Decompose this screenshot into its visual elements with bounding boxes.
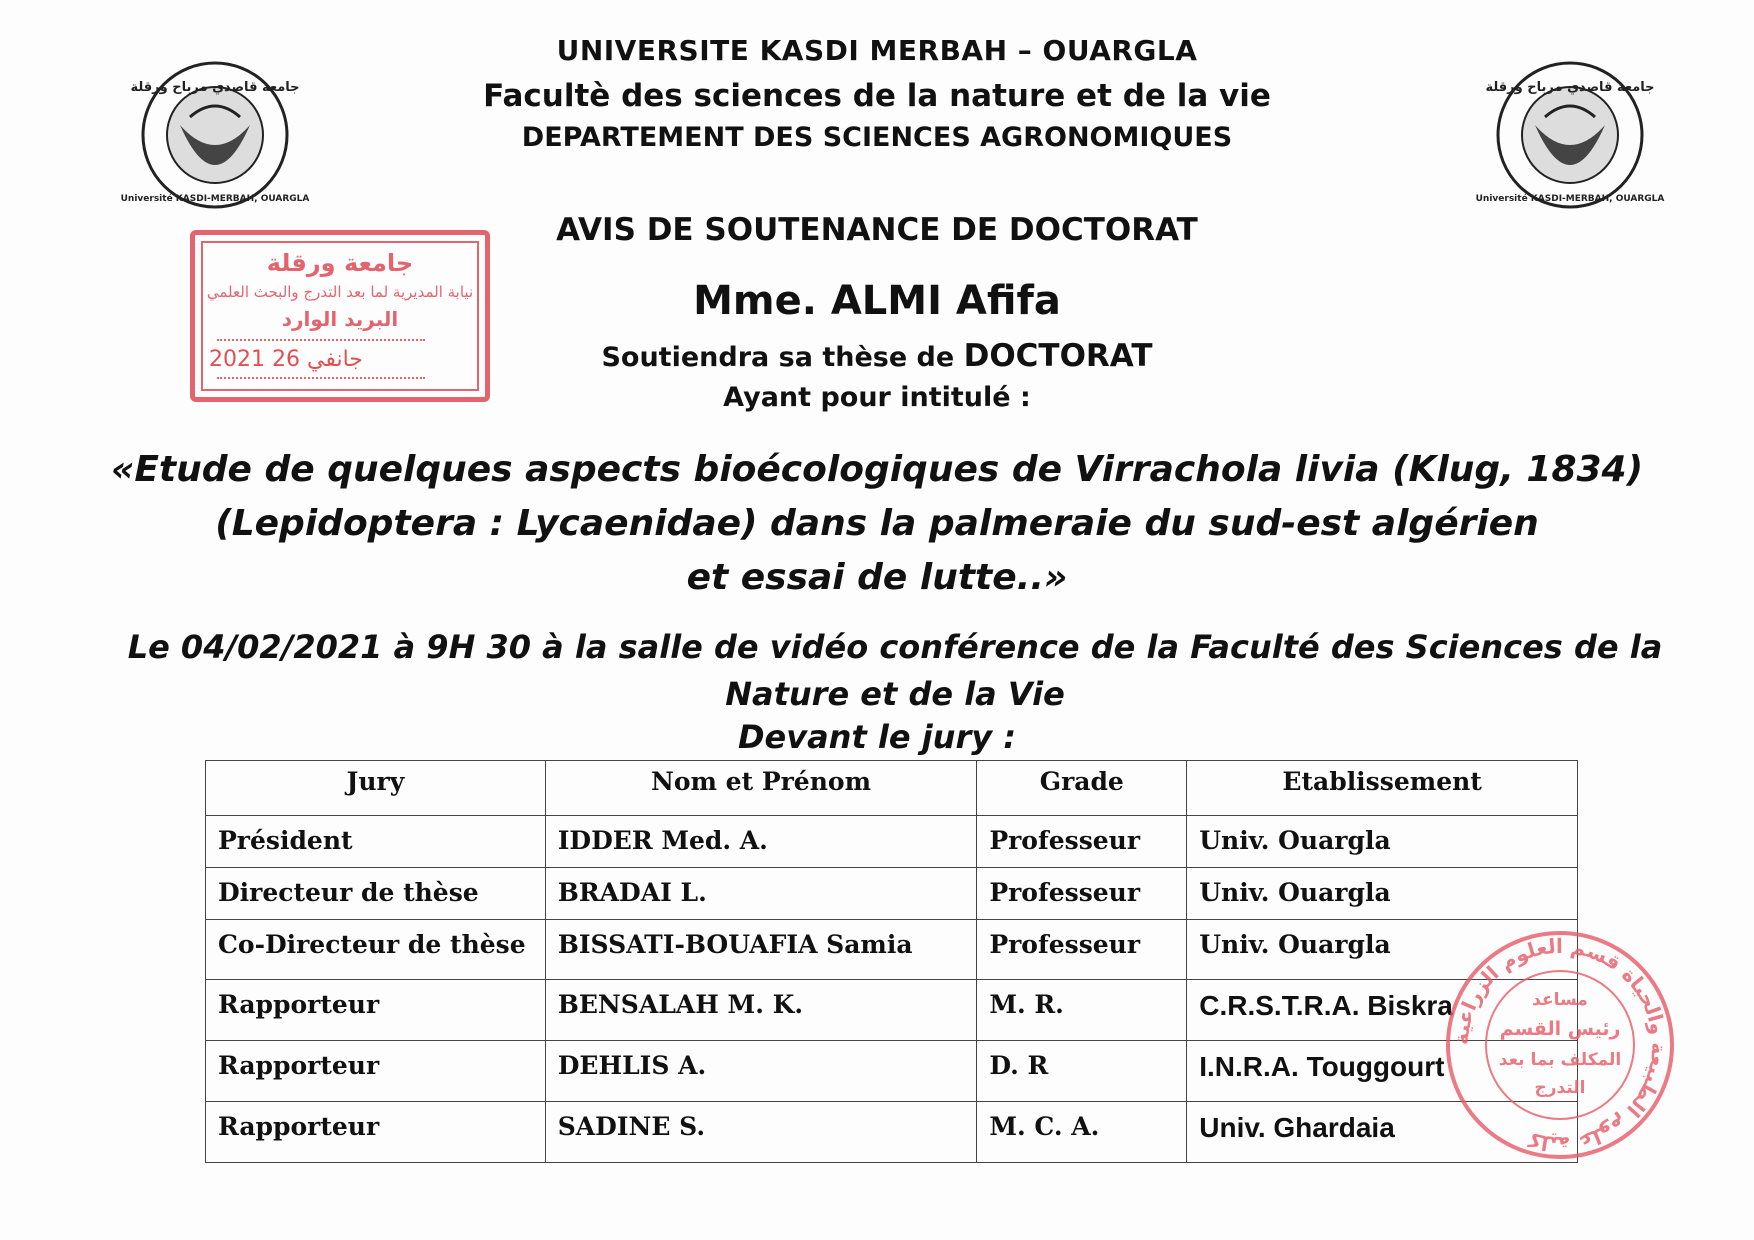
logo-latin-text: Université KASDI-MERBAH, OUARGLA bbox=[1475, 194, 1665, 204]
member-grade: Professeur bbox=[977, 920, 1187, 980]
notice-heading: AVIS DE SOUTENANCE DE DOCTORAT bbox=[556, 212, 1198, 248]
table-row bbox=[206, 868, 1578, 920]
member-institution: Univ. Ouargla bbox=[1187, 816, 1578, 868]
stamp-line-1: جامعة ورقلة bbox=[266, 249, 414, 277]
stamp-date: 2021 جانفي 26 bbox=[209, 347, 363, 372]
member-institution: Univ. Ouargla bbox=[1187, 868, 1578, 920]
defend-line bbox=[0, 338, 1754, 374]
stamp-center-line-3: المكلف بما بعد bbox=[1498, 1050, 1622, 1070]
member-grade: Professeur bbox=[977, 868, 1187, 920]
university-name: UNIVERSITE KASDI MERBAH – OUARGLA bbox=[556, 34, 1198, 67]
member-name: BENSALAH M. K. bbox=[545, 980, 977, 1041]
thesis-title-line-3: et essai de lutte..» bbox=[686, 557, 1068, 598]
member-grade: D. R bbox=[977, 1041, 1187, 1102]
stamp-center-line-2: رئيس القسم bbox=[1499, 1018, 1621, 1040]
title-intro: Ayant pour intitulé : bbox=[723, 382, 1031, 413]
table-row bbox=[206, 1041, 1578, 1102]
column-header-institution: Etablissement bbox=[1187, 761, 1578, 816]
member-name: DEHLIS A. bbox=[545, 1041, 977, 1102]
stamp-center-line-4: التدرج bbox=[1534, 1078, 1586, 1098]
candidate-name: Mme. ALMI Afifa bbox=[693, 278, 1061, 324]
jury-role: Président bbox=[206, 816, 546, 868]
table-row bbox=[206, 920, 1578, 980]
table-row bbox=[206, 816, 1578, 868]
column-header-jury: Jury bbox=[206, 761, 546, 816]
member-grade: M. R. bbox=[977, 980, 1187, 1041]
logo-arabic-text: جامعة قاصدي مرباح ورقلة bbox=[1485, 80, 1655, 95]
member-institution: Univ. Ghardaia bbox=[1187, 1102, 1578, 1163]
member-institution: C.R.S.T.R.A. Biskra bbox=[1187, 980, 1578, 1041]
column-header-name: Nom et Prénom bbox=[545, 761, 977, 816]
table-row bbox=[206, 1102, 1578, 1163]
department-name: DEPARTEMENT DES SCIENCES AGRONOMIQUES bbox=[521, 122, 1233, 153]
logo-latin-text: Université KASDI-MERBAH, OUARGLA bbox=[120, 194, 310, 204]
jury-role: Rapporteur bbox=[206, 1102, 546, 1163]
date-place-line-1: Le 04/02/2021 à 9H 30 à la salle de vidéo conférence de la Faculté des Sciences de la bbox=[127, 628, 1663, 666]
defend-degree: DOCTORAT bbox=[963, 338, 1153, 374]
jury-role: Directeur de thèse bbox=[206, 868, 546, 920]
member-name: BISSATI-BOUAFIA Samia bbox=[545, 920, 977, 980]
department-round-stamp bbox=[1440, 925, 1680, 1165]
stamp-line-2: نيابة المديرية لما بعد التدرج والبحث العلمي bbox=[206, 283, 474, 301]
member-name: IDDER Med. A. bbox=[545, 816, 977, 868]
jury-role: Co-Directeur de thèse bbox=[206, 920, 546, 980]
member-grade: Professeur bbox=[977, 816, 1187, 868]
member-name: BRADAI L. bbox=[545, 868, 977, 920]
logo-arabic-text: جامعة قاصدي مرباح ورقلة bbox=[130, 80, 300, 95]
member-name: SADINE S. bbox=[545, 1102, 977, 1163]
table-row bbox=[206, 980, 1578, 1041]
table-header-row bbox=[206, 761, 1578, 816]
member-institution: Univ. Ouargla bbox=[1187, 920, 1578, 980]
date-place-line-2: Nature et de la Vie bbox=[725, 675, 1065, 713]
member-institution: I.N.R.A. Touggourt bbox=[1187, 1041, 1578, 1102]
faculty-name: Facultè des sciences de la nature et de la vie bbox=[483, 78, 1271, 114]
defend-prefix: Soutiendra sa thèse de bbox=[601, 342, 964, 373]
thesis-title bbox=[90, 443, 1664, 605]
column-header-grade: Grade bbox=[977, 761, 1187, 816]
stamp-line-3: البريد الوارد bbox=[281, 307, 399, 331]
stamp-ring-text: كلية علوم الطبيعة والحياة قسم العلوم الزراعية bbox=[1448, 933, 1672, 1157]
jury-table bbox=[205, 760, 1578, 1163]
stamp-center-line-1: مساعد bbox=[1532, 990, 1588, 1010]
date-place bbox=[95, 624, 1695, 718]
jury-role: Rapporteur bbox=[206, 980, 546, 1041]
jury-role: Rapporteur bbox=[206, 1041, 546, 1102]
member-grade: M. C. A. bbox=[977, 1102, 1187, 1163]
jury-intro: Devant le jury : bbox=[737, 718, 1017, 756]
thesis-title-line-1: «Etude de quelques aspects bioécologiques de Virrachola livia (Klug, 1834) bbox=[110, 449, 1644, 490]
thesis-title-line-2: (Lepidoptera : Lycaenidae) dans la palmeraie du sud-est algérien bbox=[215, 503, 1539, 544]
